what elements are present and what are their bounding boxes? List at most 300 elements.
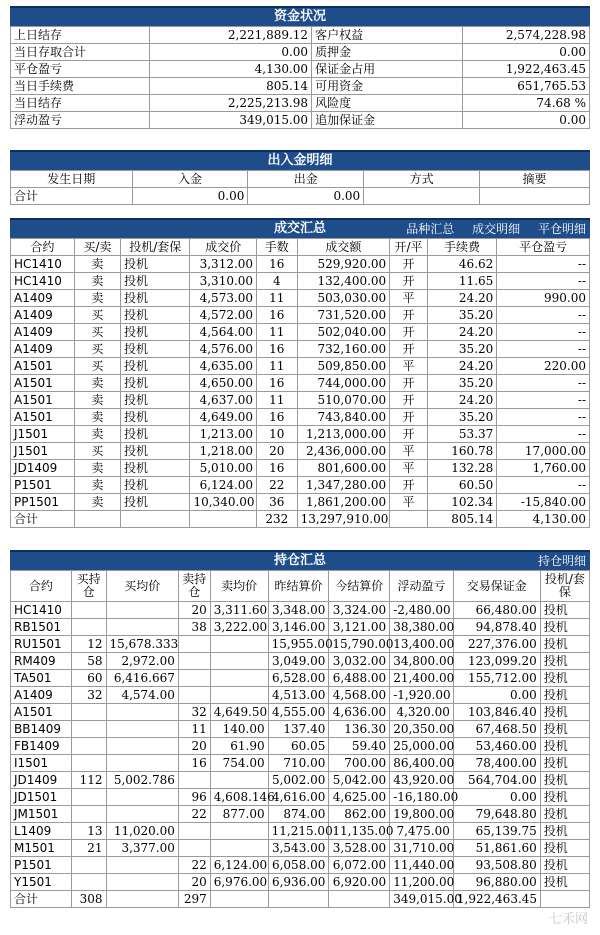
holdings-cell: 3,146.00 [268,619,329,636]
holdings-cell: 3,543.00 [268,840,329,857]
holdings-cell: M1501 [11,840,72,857]
funds-label: 客户权益 [312,27,463,44]
holdings-cell [106,602,178,619]
holdings-cell: 564,704.00 [453,772,540,789]
trades-cell: 801,600.00 [297,460,390,477]
holdings-cell: BB1409 [11,721,72,738]
holdings-cell: 31,710.00 [390,840,454,857]
holdings-cell: 0.00 [453,687,540,704]
holdings-cell: 20 [178,602,210,619]
holdings-cell: 754.00 [210,755,268,772]
holdings-cell: TA501 [11,670,72,687]
holdings-cell: 3,377.00 [106,840,178,857]
holdings-cell: 6,936.00 [268,874,329,891]
table-row [11,823,590,840]
holdings-cell: 13 [71,823,106,840]
holdings-cell: 58 [71,653,106,670]
inout-header [10,150,590,170]
table-row [11,443,590,460]
trades-cell: 24.20 [427,324,496,341]
trades-cell: 投机 [121,290,190,307]
trades-cell: 投机 [121,324,190,341]
holdings-cell: A1501 [11,704,72,721]
trades-cell: 平 [390,494,428,511]
link-close-detail[interactable]: 平仓明细 [537,222,586,236]
trades-cell: 16 [257,341,298,358]
holdings-cell: 投机 [540,789,589,806]
holdings-cell: 3,049.00 [268,653,329,670]
trades-cell: 投机 [121,341,190,358]
holdings-cell: 投机 [540,823,589,840]
trades-cell: 投机 [121,477,190,494]
holdings-cell: 103,846.40 [453,704,540,721]
holdings-links [524,552,586,570]
holdings-cell [71,857,106,874]
trades-cell: 卖 [74,256,120,273]
holdings-cell: 12 [71,636,106,653]
trades-cell: 开 [390,477,428,494]
trades-cell: 35.20 [427,341,496,358]
holdings-cell: 投机 [540,602,589,619]
holdings-cell: 19,800.00 [390,806,454,823]
table-row [11,324,590,341]
trades-cell: A1501 [11,409,75,426]
holdings-cell [106,704,178,721]
holdings-cell: 94,878.40 [453,619,540,636]
trades-cell: 4,650.00 [190,375,257,392]
holdings-cell: 6,528.00 [268,670,329,687]
inout-cell [364,188,480,205]
holdings-cell: 22 [178,806,210,823]
trades-cell: 买 [74,324,120,341]
trades-cell: 投机 [121,256,190,273]
trades-cell: 36 [257,494,298,511]
inout-col-header: 入金 [132,171,248,188]
holdings-cell: 25,000.00 [390,738,454,755]
trades-cell: 买 [74,358,120,375]
holdings-cell: I1501 [11,755,72,772]
holdings-cell [71,704,106,721]
holdings-cell: 投机 [540,840,589,857]
trades-col-header: 手数 [257,239,298,256]
holdings-cell: 15,955.00 [268,636,329,653]
trades-cell: 开 [390,273,428,290]
holdings-cell: 4,625.00 [329,789,390,806]
trades-cell: 开 [390,375,428,392]
trades-cell: 20 [257,443,298,460]
trades-cell: 投机 [121,358,190,375]
holdings-cell [106,619,178,636]
holdings-cell: 投机 [540,738,589,755]
holdings-cell: 11,020.00 [106,823,178,840]
funds-label: 追加保证金 [312,112,463,129]
trades-cell: 1,861,200.00 [297,494,390,511]
table-row [11,375,590,392]
holdings-cell: 137.40 [268,721,329,738]
holdings-cell [210,653,268,670]
trades-cell: 11 [257,392,298,409]
funds-value: 2,574,228.98 [462,27,589,44]
trades-cell: 买 [74,307,120,324]
trades-cell: 开 [390,324,428,341]
trades-cell: HC1410 [11,256,75,273]
holdings-col-header: 浮动盈亏 [390,571,454,602]
trades-cell: 卖 [74,273,120,290]
holdings-cell [106,857,178,874]
holdings-cell: 投机 [540,687,589,704]
inout-col-header: 发生日期 [11,171,133,188]
funds-value: 4,130.00 [149,61,311,78]
holdings-cell [178,840,210,857]
holdings-cell: 96 [178,789,210,806]
holdings-cell: 11 [178,721,210,738]
trades-cell: 卖 [74,426,120,443]
holdings-cell [178,687,210,704]
table-row [11,619,590,636]
holdings-cell: 51,861.60 [453,840,540,857]
funds-value: 349,015.00 [149,112,311,129]
table-row [11,602,590,619]
trades-cell: 732,160.00 [297,341,390,358]
holdings-cell: 4,568.00 [329,687,390,704]
holdings-cell [178,636,210,653]
trades-cell: 卖 [74,392,120,409]
funds-value: 1,922,463.45 [462,61,589,78]
trades-cell: -- [497,426,590,443]
holdings-cell: 5,002.00 [268,772,329,789]
holdings-cell [106,738,178,755]
holdings-cell: 4,649.50 [210,704,268,721]
holdings-cell: 3,222.00 [210,619,268,636]
table-row [11,636,590,653]
holdings-cell [268,891,329,908]
holdings-cell: 34,800.00 [390,653,454,670]
holdings-cell [71,721,106,738]
trades-cell: 开 [390,256,428,273]
holdings-cell: 4,513.00 [268,687,329,704]
trades-cell: 4,637.00 [190,392,257,409]
holdings-cell [210,840,268,857]
holdings-cell: 20,350.00 [390,721,454,738]
trades-cell [190,511,257,528]
holdings-cell: 32 [178,704,210,721]
trades-cell: 卖 [74,290,120,307]
holdings-cell: FB1409 [11,738,72,755]
trades-cell: 16 [257,460,298,477]
holdings-cell: 0.00 [453,789,540,806]
holdings-cell [71,874,106,891]
funds-value: 0.00 [462,112,589,129]
holdings-cell: 136.30 [329,721,390,738]
holdings-cell: 投机 [540,874,589,891]
holdings-cell: 96,880.00 [453,874,540,891]
holdings-cell: 合计 [11,891,72,908]
trades-col-header: 开/平 [390,239,428,256]
holdings-cell: 86,400.00 [390,755,454,772]
funds-label: 质押金 [312,44,463,61]
table-row [11,392,590,409]
table-row [11,891,590,908]
trades-cell: 投机 [121,273,190,290]
holdings-cell: 投机 [540,619,589,636]
trades-cell: 4,573.00 [190,290,257,307]
trades-cell: -- [497,324,590,341]
holdings-col-header: 卖持仓 [178,571,210,602]
holdings-cell: L1409 [11,823,72,840]
holdings-cell [71,789,106,806]
trades-cell: 24.20 [427,290,496,307]
trades-cell: 13,297,910.00 [297,511,390,528]
holdings-cell: JM1501 [11,806,72,823]
holdings-cell [106,806,178,823]
holdings-cell: 15,678.333 [106,636,178,653]
trades-cell: 平 [390,443,428,460]
holdings-cell [178,670,210,687]
trades-col-header: 投机/套保 [121,239,190,256]
trades-cell: -15,840.00 [497,494,590,511]
holdings-cell: 5,042.00 [329,772,390,789]
holdings-cell: 投机 [540,704,589,721]
trades-col-header: 合约 [11,239,75,256]
holdings-col-header: 今结算价 [329,571,390,602]
trades-cell: 16 [257,256,298,273]
trades-cell: A1501 [11,375,75,392]
trades-cell: 3,310.00 [190,273,257,290]
trades-cell: 529,920.00 [297,256,390,273]
inout-cell: 0.00 [132,188,248,205]
trades-cell: 10 [257,426,298,443]
table-row [11,358,590,375]
trades-col-header: 成交额 [297,239,390,256]
trades-cell: -- [497,273,590,290]
holdings-cell [329,891,390,908]
trades-header [10,218,590,238]
holdings-cell: 140.00 [210,721,268,738]
funds-table [10,26,590,129]
funds-label: 可用资金 [312,78,463,95]
funds-header [10,6,590,26]
trades-cell: 开 [390,341,428,358]
holdings-cell: 38,380.00 [390,619,454,636]
watermark: 七禾网 [548,912,588,927]
trades-cell: -- [497,477,590,494]
funds-row [11,95,590,112]
holdings-cell: 投机 [540,772,589,789]
trades-cell: 11 [257,324,298,341]
trades-cell: J1501 [11,443,75,460]
trades-cell: 6,124.00 [190,477,257,494]
funds-value: 2,221,889.12 [149,27,311,44]
holdings-cell [210,636,268,653]
holdings-cell: 67,468.50 [453,721,540,738]
holdings-cell [106,721,178,738]
trades-cell: 132,400.00 [297,273,390,290]
holdings-cell: 38 [178,619,210,636]
trades-links [392,220,586,238]
holdings-cell: 6,920.00 [329,874,390,891]
table-row [11,460,590,477]
holdings-cell [106,789,178,806]
holdings-cell: JD1501 [11,789,72,806]
trades-cell: 11 [257,290,298,307]
holdings-cell: 20 [178,738,210,755]
holdings-cell: 3,311.60 [210,602,268,619]
holdings-cell [106,891,178,908]
table-row [11,806,590,823]
trades-title: 成交汇总 [273,221,326,236]
holdings-cell: 123,099.20 [453,653,540,670]
trades-cell: 17,000.00 [497,443,590,460]
holdings-cell: RB1501 [11,619,72,636]
trades-cell: 24.20 [427,358,496,375]
funds-row [11,78,590,95]
holdings-cell: -16,180.00 [390,789,454,806]
trades-cell: 开 [390,307,428,324]
trades-cell: 开 [390,392,428,409]
holdings-cell: 32 [71,687,106,704]
holdings-cell: 3,121.00 [329,619,390,636]
trades-cell: 投机 [121,426,190,443]
funds-label: 浮动盈亏 [11,112,150,129]
trades-cell: 11.65 [427,273,496,290]
trades-cell: JD1409 [11,460,75,477]
holdings-cell: Y1501 [11,874,72,891]
trades-cell: 4,564.00 [190,324,257,341]
trades-col-header: 成交价 [190,239,257,256]
holdings-cell: 13,400.00 [390,636,454,653]
holdings-cell [71,619,106,636]
trades-cell: A1409 [11,290,75,307]
funds-row [11,112,590,129]
holdings-cell: 308 [71,891,106,908]
holdings-cell: 6,976.00 [210,874,268,891]
trades-cell: 卖 [74,409,120,426]
trades-cell: 503,030.00 [297,290,390,307]
trades-cell: 4,130.00 [497,511,590,528]
holdings-cell: 112 [71,772,106,789]
funds-section [10,6,590,129]
holdings-cell [106,755,178,772]
trades-cell: P1501 [11,477,75,494]
holdings-cell [210,891,268,908]
trades-cell: 35.20 [427,307,496,324]
trades-cell: 60.50 [427,477,496,494]
trades-cell: 743,840.00 [297,409,390,426]
funds-value: 0.00 [149,44,311,61]
trades-cell: 投机 [121,460,190,477]
trades-cell: 220.00 [497,358,590,375]
trades-cell: 160.78 [427,443,496,460]
holdings-cell: 3,528.00 [329,840,390,857]
trades-cell: 4,576.00 [190,341,257,358]
funds-value: 0.00 [462,44,589,61]
funds-row [11,61,590,78]
holdings-cell: -2,480.00 [390,602,454,619]
inout-col-header: 方式 [364,171,480,188]
trades-cell: 132.28 [427,460,496,477]
link-variety-summary[interactable]: 品种汇总 [406,222,455,236]
holdings-cell: 155,712.00 [453,670,540,687]
holdings-cell: 11,135.00 [329,823,390,840]
trades-cell [390,511,428,528]
table-row [11,409,590,426]
funds-value: 2,225,213.98 [149,95,311,112]
link-position-detail[interactable]: 持仓明细 [537,554,586,568]
holdings-cell: 7,475.00 [390,823,454,840]
holdings-cell [71,755,106,772]
holdings-cell: 4,608.146 [210,789,268,806]
holdings-table [10,570,590,908]
trades-cell: 35.20 [427,375,496,392]
trades-cell: 731,520.00 [297,307,390,324]
trades-cell: 卖 [74,477,120,494]
trades-cell: 509,850.00 [297,358,390,375]
holdings-cell [210,670,268,687]
trades-cell: 1,347,280.00 [297,477,390,494]
trades-cell: 4,635.00 [190,358,257,375]
holdings-cell: 2,972.00 [106,653,178,670]
trades-cell: 开 [390,409,428,426]
trades-cell: -- [497,409,590,426]
trades-cell: J1501 [11,426,75,443]
holdings-cell: 21 [71,840,106,857]
trades-cell: 投机 [121,375,190,392]
funds-value: 805.14 [149,78,311,95]
inout-title: 出入金明细 [267,153,333,168]
holdings-cell: -1,920.00 [390,687,454,704]
trades-table [10,238,590,528]
holdings-header [10,550,590,570]
holdings-cell: 4,320.00 [390,704,454,721]
holdings-cell: 227,376.00 [453,636,540,653]
holdings-cell: 6,124.00 [210,857,268,874]
table-row [11,511,590,528]
holdings-cell: 877.00 [210,806,268,823]
table-row [11,772,590,789]
holdings-cell: 6,058.00 [268,857,329,874]
funds-label: 保证金占用 [312,61,463,78]
funds-label: 风险度 [312,95,463,112]
trades-cell: 35.20 [427,409,496,426]
holdings-cell: 3,324.00 [329,602,390,619]
table-row [11,840,590,857]
trades-cell: 投机 [121,409,190,426]
link-trade-detail[interactable]: 成交明细 [472,222,521,236]
holdings-cell: 1,922,463.45 [453,891,540,908]
trades-cell: PP1501 [11,494,75,511]
holdings-cell: 22 [178,857,210,874]
trades-cell: 投机 [121,494,190,511]
funds-value: 74.68 % [462,95,589,112]
funds-label: 当日存取合计 [11,44,150,61]
trades-cell: 510,070.00 [297,392,390,409]
inout-col-header: 摘要 [479,171,589,188]
holdings-col-header: 卖均价 [210,571,268,602]
holdings-cell: 15,790.00 [329,636,390,653]
holdings-cell: 投机 [540,755,589,772]
holdings-col-header: 昨结算价 [268,571,329,602]
trades-cell: 平 [390,460,428,477]
table-row [11,670,590,687]
trades-cell: 3,312.00 [190,256,257,273]
holdings-cell: 6,416.667 [106,670,178,687]
holdings-cell: 710.00 [268,755,329,772]
trades-cell: -- [497,256,590,273]
holdings-col-header: 合约 [11,571,72,602]
holdings-cell: 投机 [540,653,589,670]
funds-title: 资金状况 [273,9,326,24]
holdings-cell [178,772,210,789]
